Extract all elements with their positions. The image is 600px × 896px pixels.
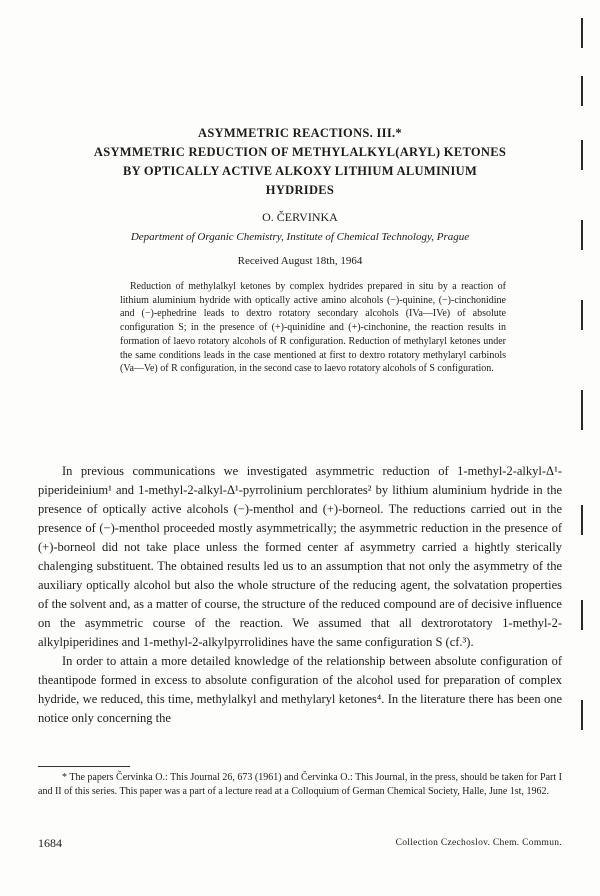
scan-edge-mark xyxy=(581,76,583,106)
author-affiliation: Department of Organic Chemistry, Institute of Chemical Technology, Prague xyxy=(130,231,470,243)
scan-edge-mark xyxy=(581,18,583,48)
footnote: * The papers Červinka O.: This Journal 26, 673 (1961) and Červinka O.: This Journal, in the press, should be taken for Part I and II of this series. This paper was a part of a lecture read at a Colloquium of German Chemical Society, Halle, June 1st, 1962. xyxy=(38,772,562,797)
scan-edge-mark xyxy=(581,600,583,630)
footnote-rule xyxy=(38,766,130,767)
scan-edge-mark xyxy=(581,390,583,430)
journal-name: Collection Czechoslov. Chem. Commun. xyxy=(395,838,562,848)
scan-edge-mark xyxy=(581,700,583,730)
scan-edge-mark xyxy=(581,300,583,330)
paper-title-series: ASYMMETRIC REACTIONS. III.* xyxy=(198,126,402,140)
body-paragraph-2: In order to attain a more detailed knowledge of the relationship between absolute configuration of theantipode formed in excess to absolute configuration of the alcohol used for preparation of complex hydride, we reduced, this time, methylalkyl and methylaryl ketones⁴. In the literature there has been one notice only concerning the xyxy=(38,654,562,725)
paper-title: ASYMMETRIC REDUCTION OF METHYLALKYL(ARYL) KETONES BY OPTICALLY ACTIVE ALKOXY LITHIUM ALUMINIUM HYDRIDES xyxy=(93,145,507,197)
scan-edge-mark xyxy=(581,140,583,170)
body-text xyxy=(38,462,562,728)
page-number: 1684 xyxy=(38,836,62,850)
author-name: O. ČERVINKA xyxy=(262,210,338,224)
body-paragraph-1: In previous communications we investigated asymmetric reduction of 1-methyl-2-alkyl-Δ¹-piperideinium¹ and 1-methyl-2-alkyl-Δ¹-pyrrolinium perchlorates² by lithium aluminium hydride in the presence of optically active alcohols (−)-menthol and (+)-borneol. The reductions carried out in the presence of (−)-menthol proceeded mostly asymmetrically; the asymmetric reduction in the presence of (+)-borneol did not take place unless the formed center af asymmetry carried a hightly sterically chalenging substituent. The obtained results led us to an assumption that not only the asymmetry of the auxiliary optically alcohol but also the whole structure of the reducing agent, the solvatation properties of the solvent and, as a matter of course, the structure of the reduced compound are of decisive influence on the asymmetric course of the reaction. We assumed that all dextrorotatory 1-methyl-2-alkylpiperidines and 1-methyl-2-alkylpyrrolidines have the same configuration S (cf.³). xyxy=(38,464,562,649)
abstract: Reduction of methylalkyl ketones by complex hydrides prepared in situ by a reaction of lithium aluminium hydride with optically active amino alcohols (−)-quinine, (−)-cinchonidine and (−)-ephedrine leads to dextro rotatory secondary alcohols (IVa—IVe) of absolute configuration S; in the presence of (+)-quinidine and (+)-cinchonine, the reaction results in formation of laevo rotatory alcohols of R configuration. Reduction of methylaryl ketones under the same conditions leads in the case mentioned at first to dextro rotatory methylaryl carbinols (Va—Ve) of R configuration, in the second case to laevo rotatory alcohols of S configuration. xyxy=(120,281,506,375)
scan-edge-mark xyxy=(581,505,583,535)
received-date: Received August 18th, 1964 xyxy=(237,255,363,267)
